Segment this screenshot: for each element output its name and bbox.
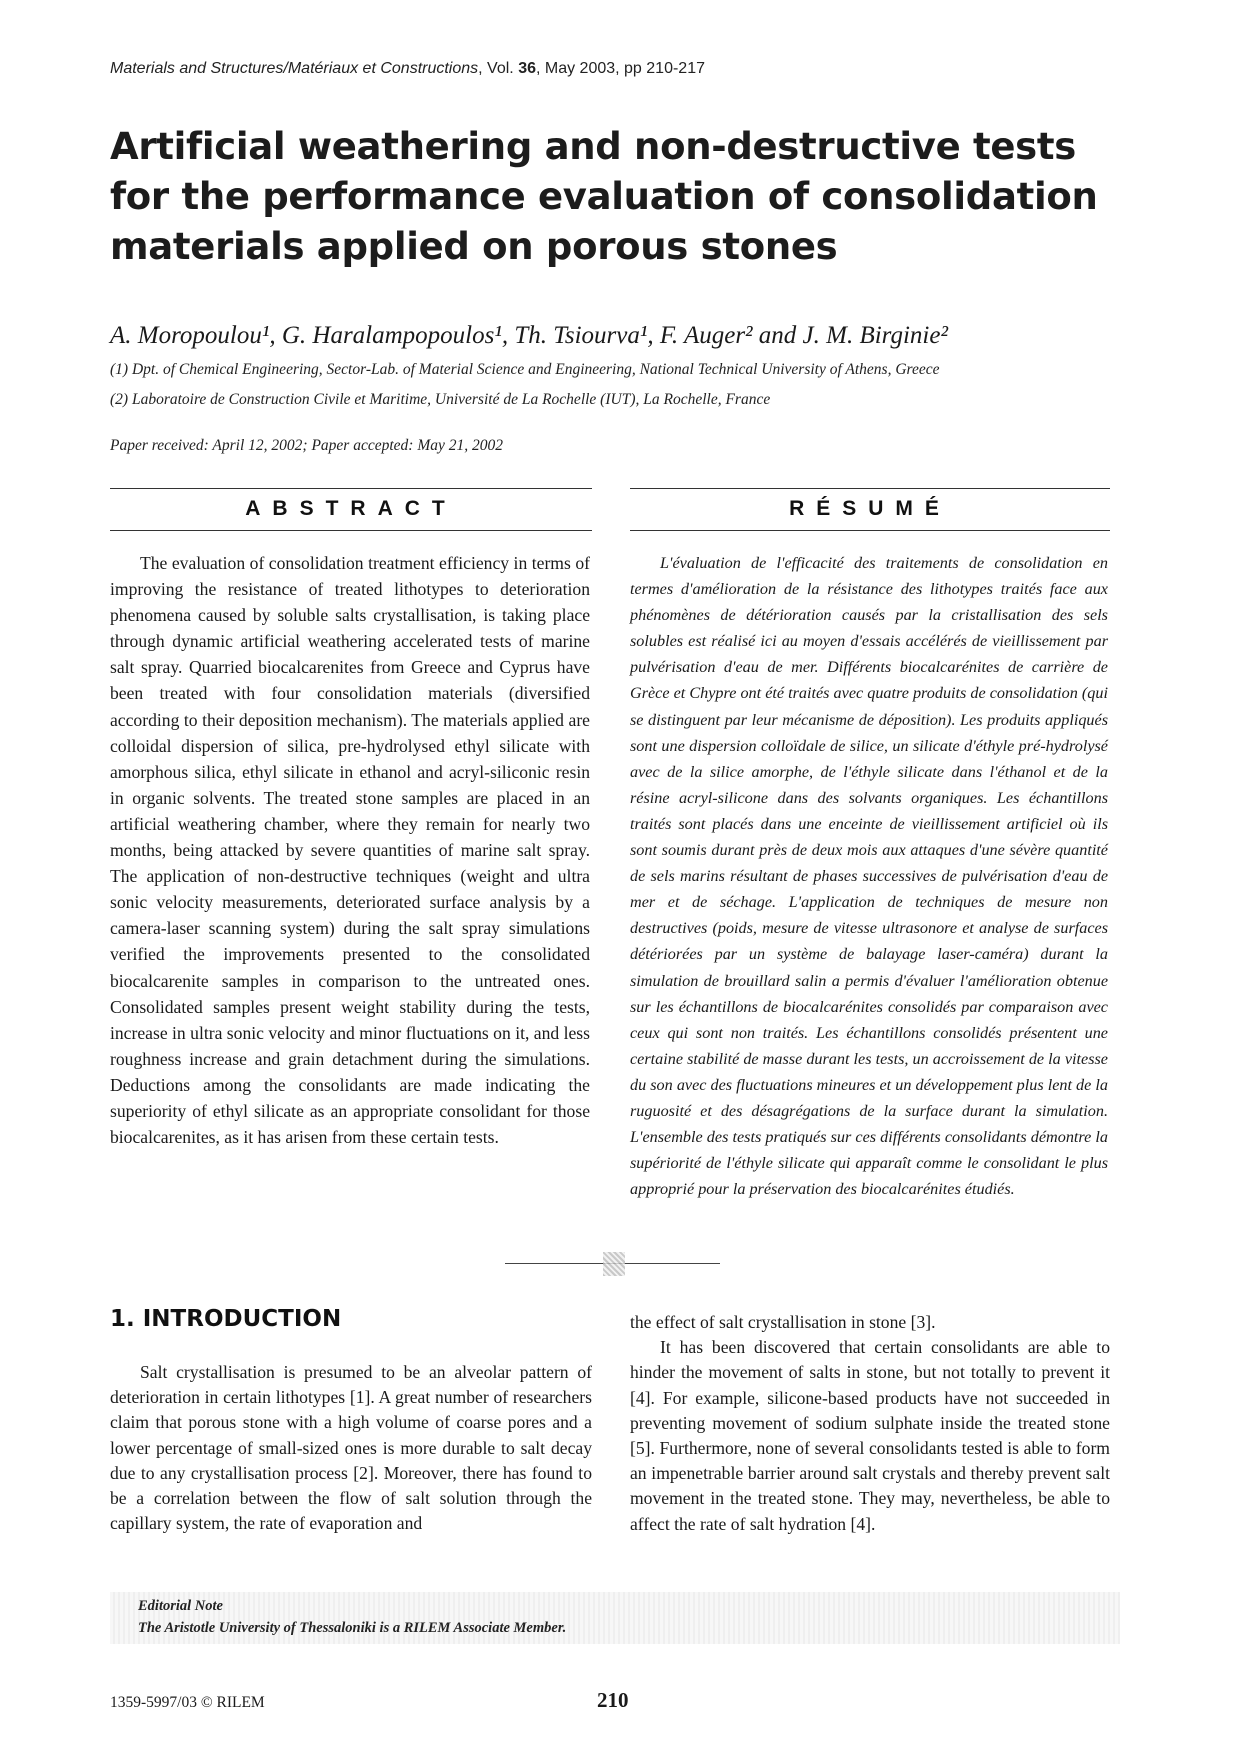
received-dates: Paper received: April 12, 2002; Paper accepted: May 21, 2002	[110, 437, 503, 454]
paper-title: Artificial weathering and non-destructive tests for the performance evaluation of consolidation materials applied on porous stones	[110, 125, 1098, 268]
page-number: 210	[597, 1688, 629, 1712]
introduction-heading: 1. INTRODUCTION	[110, 1306, 342, 1332]
divider-ornament-icon	[603, 1252, 625, 1276]
introduction-right-p1: the effect of salt crystallisation in stone [3].	[630, 1312, 936, 1332]
abstract-text: The evaluation of consolidation treatment efficiency in terms of improving the resistance of treated lithotypes to deterioration phenomena caused by soluble salts crystallisation, is taking place through dynamic artificial weathering accelerated tests of marine salt spray. Quarried biocalcarenites from Greece and Cyprus have been treated with four consolidation materials (diversified according to their deposition mechanism). The materials applied are colloidal dispersion of silica, pre-hydrolysed ethyl silicate with amorphous silica, ethyl silicate in ethanol and acryl-siliconic resin in organic solvents. The treated stone samples are placed in an artificial weathering chamber, where they remain for nearly two months, being attacked by severe quantities of marine salt spray. The application of non-destructive techniques (weight and ultra sonic velocity measurements, deteriorated surface analysis by a camera-laser scanning system) during the salt spray simulations verified the improvements presented to the consolidated biocalcarenite samples in comparison to the untreated ones. Consolidated samples present weight stability during the tests, increase in ultra sonic velocity and minor fluctuations on it, and less roughness increase and grain detachment during the simulations. Deductions among the consolidants are made indicating the superiority of ethyl silicate as an appropriate consolidant for those biocalcarenites, as it has arisen from these certain tests.	[110, 553, 590, 1148]
abstract-bottom-rule	[110, 530, 592, 531]
abstract-top-rule	[110, 488, 592, 489]
introduction-right-p2: It has been discovered that certain consolidants are able to hinder the movement of salts in stone, but not totally to prevent it [4]. For example, silicone-based products have not succeeded in preventing movement of sodium sulphate inside the treated stone [5]. Furthermore, none of several consolidants tested is able to form an impenetrable barrier around salt crystals and thereby prevent salt movement in the treated stone. They may, nevertheless, be able to affect the rate of salt hydration [4].	[630, 1337, 1110, 1534]
editorial-note-title: Editorial Note	[138, 1598, 223, 1614]
footer-issn: 1359-5997/03 © RILEM	[110, 1694, 265, 1711]
volume-prefix: , Vol.	[478, 60, 519, 77]
issue-pages: , May 2003, pp 210-217	[535, 60, 705, 77]
introduction-right-column	[630, 1310, 1110, 1537]
affiliation-2: (2) Laboratoire de Construction Civile et Maritime, Université de La Rochelle (IUT), La Rochelle, France	[110, 391, 771, 408]
affiliation-1: (1) Dpt. of Chemical Engineering, Sector-Lab. of Material Science and Engineering, National Technical University of Athens, Greece	[110, 361, 940, 378]
abstract-heading: ABSTRACT	[245, 497, 457, 520]
resume-top-rule	[630, 488, 1110, 489]
introduction-left-column: Salt crystallisation is presumed to be an alveolar pattern of deterioration in certain lithotypes [1]. A great number of researchers claim that porous stone with a high volume of coarse pores and a lower percentage of small-sized ones is more durable to salt decay due to any crystallisation process [2]. Moreover, there has found to be a correlation between the flow of salt solution through the capillary system, the rate of evaporation and	[110, 1362, 592, 1534]
author-list: A. Moropoulou¹, G. Haralampopoulos¹, Th. Tsiourva¹, F. Auger² and J. M. Birginie²	[110, 322, 948, 349]
resume-bottom-rule	[630, 530, 1110, 531]
volume-number: 36	[518, 60, 536, 77]
resume-heading: RÉSUMÉ	[789, 497, 951, 520]
journal-name: Materials and Structures/Matériaux et Constructions	[110, 60, 479, 77]
journal-header	[110, 60, 705, 78]
resume-text: L'évaluation de l'efficacité des traitements de consolidation en termes d'amélioration de la résistance des lithotypes traités face aux phénomènes de détérioration causés par la cristallisation des sels solubles est réalisé ici au moyen d'essais accélérés de vieillissement par pulvérisation d'eau de mer. Différents biocalcarénites de carrière de Grèce et Chypre ont été traités avec quatre produits de consolidation (qui se distinguent par leur mécanisme de déposition). Les produits appliqués sont une dispersion colloïdale de silice, un silicate d'éthyle pré-hydrolysé avec de la silice amorphe, de l'éthyle silicate dans l'éthanol et de la résine acryl-silicone dans des solvants organiques. Les échantillons traités sont placés dans une enceinte de vieillissement artificiel où ils sont soumis durant près de deux mois aux attaques d'une sévère quantité de sels marins résultant de phases successives de pulvérisation d'eau de mer et de séchage. L'application de techniques de mesure non destructives (poids, mesure de vitesse ultrasonore et analyse de surfaces détériorées par un système de balayage laser-caméra) durant la simulation de brouillard salin a permis d'évaluer l'amélioration obtenue sur les échantillons de biocalcarénites consolidés par comparaison avec ceux qui sont non traités. Les échantillons consolidés présentent une certaine stabilité de masse durant les tests, un accroissement de la vitesse du son avec des fluctuations mineures et un développement plus lent de la ruguosité et des désagrégations de la surface durant la simulation. L'ensemble des tests pratiqués sur ces différents consolidants démontre la supériorité de l'éthyle silicate qui apparaît comme le consolidant le plus approprié pour la préservation des biocalcarénites étudiés.	[630, 554, 1108, 1199]
editorial-note-text: The Aristotle University of Thessaloniki is a RILEM Associate Member.	[138, 1620, 567, 1636]
